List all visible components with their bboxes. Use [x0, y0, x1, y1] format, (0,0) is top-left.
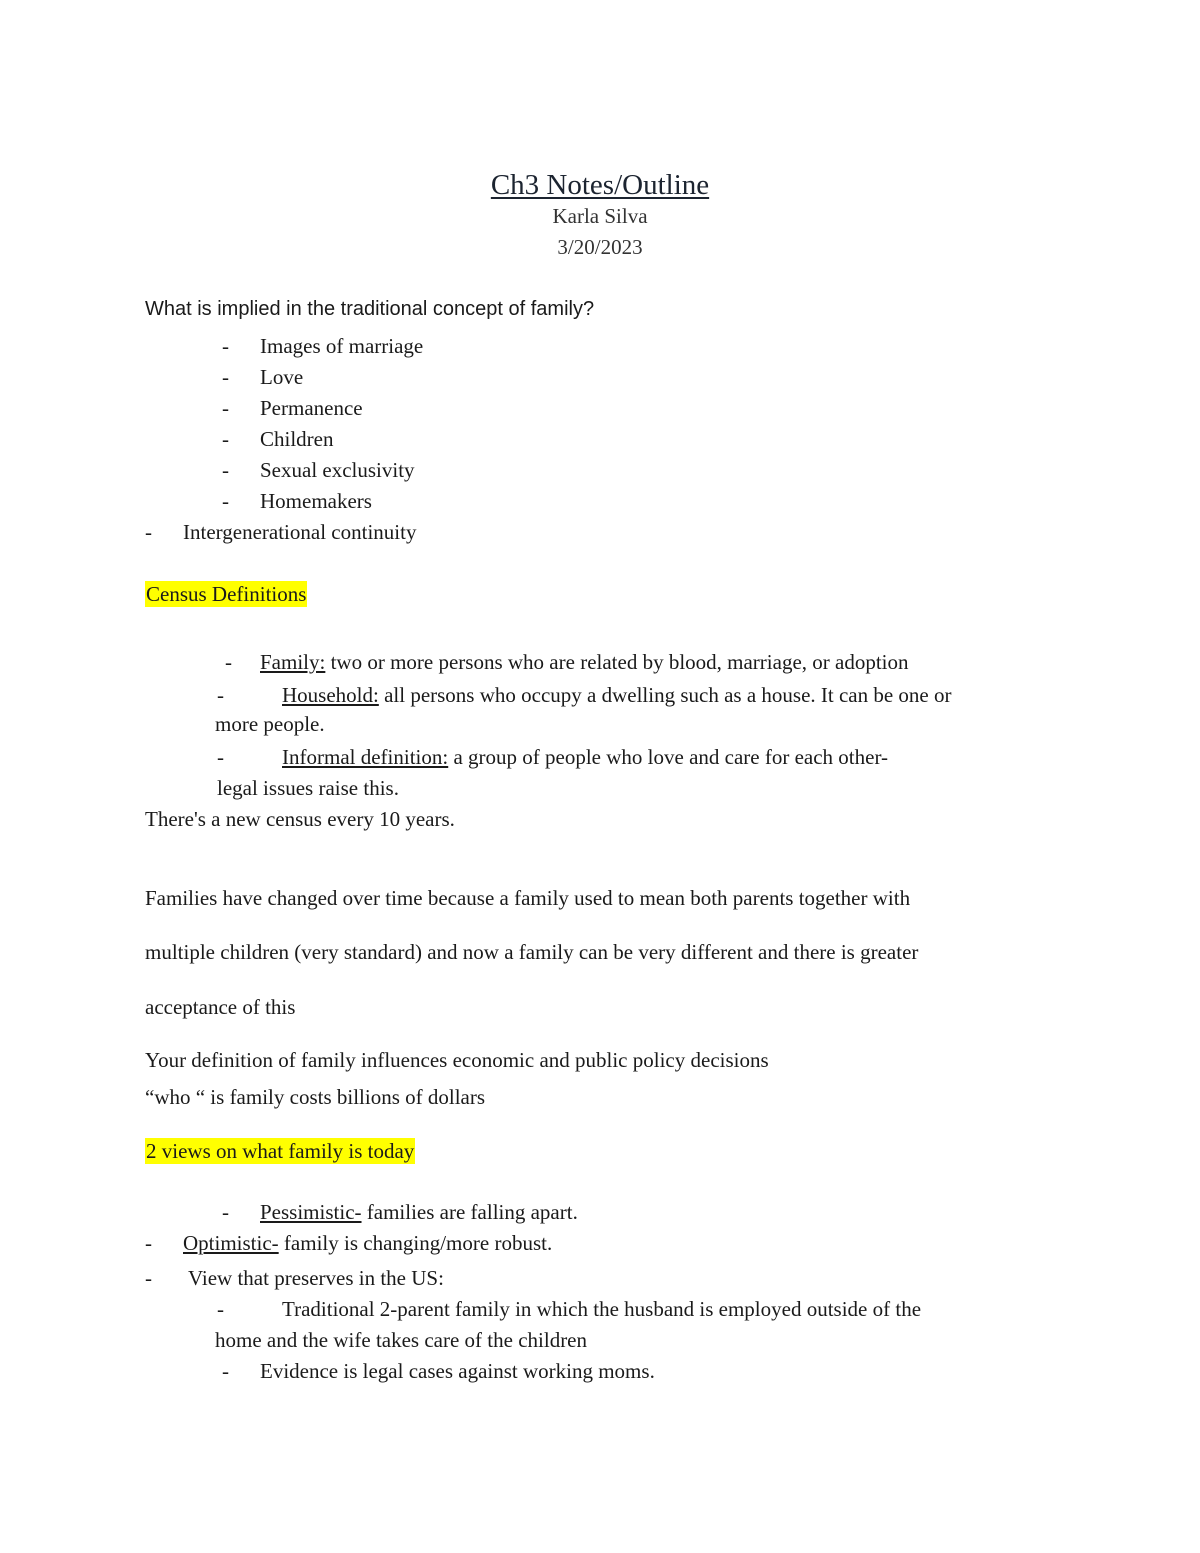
bullet-dash: - — [145, 1231, 152, 1255]
family-term: Family: — [260, 650, 326, 674]
views-heading — [145, 1138, 415, 1164]
informal-definition — [282, 744, 888, 770]
informal-def: a group of people who love and care for each other- — [448, 745, 889, 769]
optimistic-view — [183, 1230, 552, 1256]
bullet-dash: - — [222, 365, 229, 389]
list-item: Sexual exclusivity — [260, 458, 415, 482]
bullet-dash: - — [217, 1297, 224, 1321]
census-heading-text: Census Definitions — [146, 582, 307, 606]
bullet-dash: - — [222, 396, 229, 420]
bullet-dash: - — [217, 683, 224, 707]
optimistic-term: Optimistic- — [183, 1231, 279, 1255]
list-item: Children — [260, 427, 334, 451]
bullet-dash: - — [222, 427, 229, 451]
household-definition — [282, 682, 952, 708]
evidence-item: Evidence is legal cases against working moms. — [260, 1359, 655, 1383]
traditional-family-cont: home and the wife takes care of the children — [215, 1328, 588, 1352]
list-item: Love — [260, 365, 304, 389]
pessimistic-view — [260, 1199, 578, 1225]
informal-def-cont: legal issues raise this. — [217, 776, 399, 800]
change-paragraph-line: acceptance of this — [145, 995, 296, 1019]
list-item: Images of marriage — [260, 334, 424, 358]
author-name: Karla Silva — [552, 204, 648, 228]
list-item: Intergenerational continuity — [183, 520, 417, 544]
question-heading: What is implied in the traditional concept of family? — [145, 298, 595, 320]
policy-line: Your definition of family influences economic and public policy decisions — [145, 1048, 769, 1072]
bullet-dash: - — [217, 745, 224, 769]
pessimistic-term: Pessimistic- — [260, 1200, 362, 1224]
bullet-dash: - — [222, 334, 229, 358]
census-note: There's a new census every 10 years. — [145, 807, 455, 831]
bullet-dash: - — [145, 1266, 152, 1290]
optimistic-def: family is changing/more robust. — [278, 1231, 553, 1255]
list-item: Permanence — [260, 396, 363, 420]
document-date: 3/20/2023 — [557, 235, 643, 259]
household-def-cont: more people. — [215, 712, 325, 736]
informal-term: Informal definition: — [282, 745, 449, 769]
policy-line: “who “ is family costs billions of dollars — [145, 1085, 486, 1109]
document-title: Ch3 Notes/Outline — [490, 169, 710, 201]
bullet-dash: - — [222, 1359, 229, 1383]
bullet-dash: - — [222, 489, 229, 513]
views-heading-text: 2 views on what family is today — [146, 1139, 415, 1163]
list-item: Homemakers — [260, 489, 372, 513]
family-definition — [260, 649, 909, 675]
change-paragraph-line: multiple children (very standard) and now a family can be very different and there is greater — [145, 940, 919, 964]
pessimistic-def: families are falling apart. — [361, 1200, 578, 1224]
bullet-dash: - — [145, 520, 152, 544]
census-heading — [145, 581, 307, 607]
bullet-dash: - — [222, 458, 229, 482]
bullet-dash: - — [225, 650, 232, 674]
household-def: all persons who occupy a dwelling such as a house. It can be one or — [378, 683, 952, 707]
household-term: Household: — [282, 683, 379, 707]
preserves-view: View that preserves in the US: — [188, 1266, 444, 1290]
change-paragraph-line: Families have changed over time because a family used to mean both parents together with — [145, 886, 911, 910]
traditional-family: Traditional 2-parent family in which the husband is employed outside of the — [282, 1297, 922, 1321]
family-def: two or more persons who are related by blood, marriage, or adoption — [325, 650, 909, 674]
bullet-dash: - — [222, 1200, 229, 1224]
